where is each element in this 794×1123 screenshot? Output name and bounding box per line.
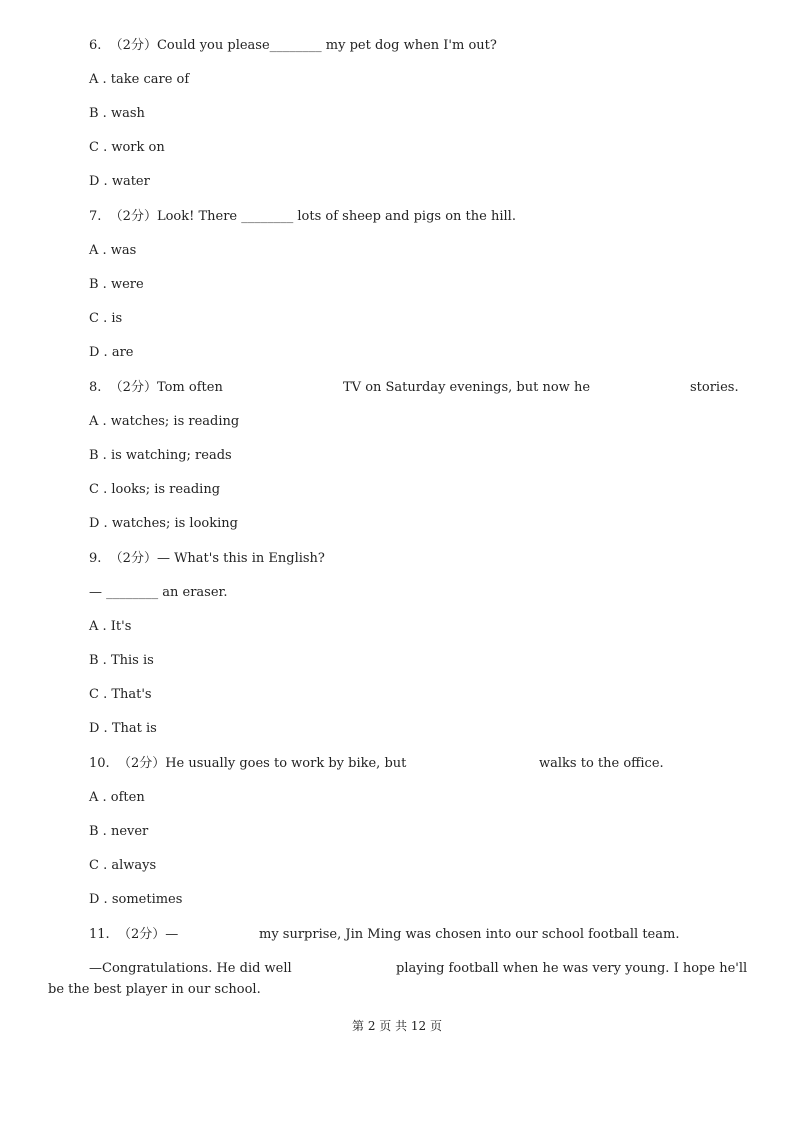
question-10-option-a: A . often	[89, 790, 145, 805]
question-7-option-d: D . are	[89, 345, 134, 360]
question-6-stem: 6. （2分）Could you please________ my pet dog when I'm out?	[89, 38, 497, 53]
question-8-option-c: C . looks; is reading	[89, 482, 221, 497]
question-9-option-a: A . It's	[89, 619, 132, 634]
question-6-option-d: D . water	[89, 174, 150, 189]
question-11-line-3: be the best player in our school.	[48, 982, 261, 997]
question-11-line-2-part-2: playing football when he was very young. I hope he'll	[396, 961, 748, 976]
question-6-option-c: C . work on	[89, 140, 165, 155]
question-8-stem-part-1: 8. （2分）Tom often	[89, 380, 223, 395]
question-7-stem: 7. （2分）Look! There ________ lots of sheep and pigs on the hill.	[89, 209, 516, 224]
question-6-option-b: B . wash	[89, 106, 145, 121]
question-8-option-a: A . watches; is reading	[89, 414, 240, 429]
question-10-option-b: B . never	[89, 824, 149, 839]
question-8-stem-part-3: stories.	[690, 380, 739, 395]
question-9-stem: 9. （2分）— What's this in English?	[89, 551, 325, 566]
question-11-stem-part-1: 11. （2分）—	[89, 927, 179, 942]
question-8-stem-part-2: TV on Saturday evenings, but now he	[343, 380, 591, 395]
question-9-stem-line-2: — ________ an eraser.	[89, 585, 228, 600]
question-7-option-a: A . was	[89, 243, 137, 258]
question-7-option-b: B . were	[89, 277, 144, 292]
question-10-stem-part-2: walks to the office.	[539, 756, 664, 771]
question-8-option-b: B . is watching; reads	[89, 448, 232, 463]
question-10-stem-part-1: 10. （2分）He usually goes to work by bike, but	[89, 756, 407, 771]
question-11-line-2-part-1: —Congratulations. He did well	[89, 961, 292, 976]
question-10-option-d: D . sometimes	[89, 892, 183, 907]
page-footer: 第 2 页 共 12 页	[352, 1019, 442, 1033]
question-9-option-b: B . This is	[89, 653, 154, 668]
question-9-option-c: C . That's	[89, 687, 152, 702]
question-10-option-c: C . always	[89, 858, 157, 873]
question-6-option-a: A . take care of	[89, 72, 190, 87]
question-9-option-d: D . That is	[89, 721, 157, 736]
question-7-option-c: C . is	[89, 311, 123, 326]
question-11-stem-part-2: my surprise, Jin Ming was chosen into our school football team.	[259, 927, 680, 942]
question-8-option-d: D . watches; is looking	[89, 516, 238, 531]
